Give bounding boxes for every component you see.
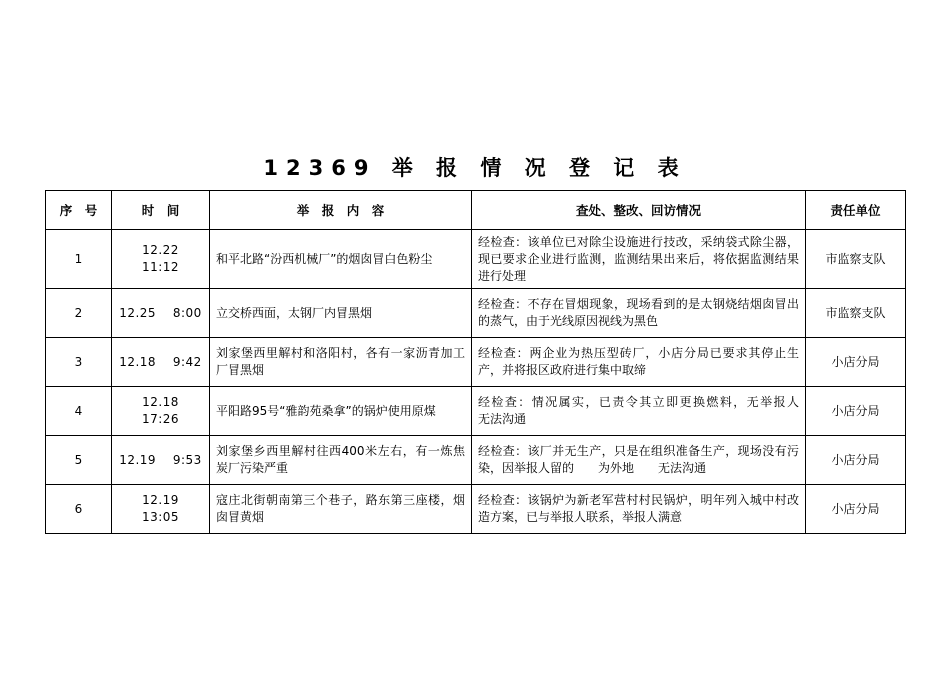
row-unit: 小店分局: [806, 485, 906, 534]
table-row: [46, 387, 906, 436]
row-content: 寇庄北街朝南第三个巷子，路东第三座楼，烟囱冒黄烟: [210, 485, 472, 534]
row-handling: 经检查：情况属实，已责令其立即更换燃料，无举报人 无法沟通: [472, 387, 806, 436]
row-content: 刘家堡乡西里解村往西400米左右，有一炼焦炭厂污染严重: [210, 436, 472, 485]
header-handling: 查处、整改、回访情况: [472, 191, 806, 230]
row-content: 立交桥西面，太钢厂内冒黑烟: [210, 289, 472, 338]
row-unit: 小店分局: [806, 338, 906, 387]
row-time: 12.19 9:53: [112, 436, 210, 485]
row-time: 12.19 13:05: [112, 485, 210, 534]
header-content: 举 报 内 容: [210, 191, 472, 230]
row-content: 和平北路“汾西机械厂”的烟囱冒白色粉尘: [210, 230, 472, 289]
header-responsible-unit: 责任单位: [806, 191, 906, 230]
row-time: 12.22 11:12: [112, 230, 210, 289]
complaint-register-table: [45, 190, 906, 534]
row-number: 5: [46, 436, 112, 485]
table-header-row: [46, 191, 906, 230]
row-number: 2: [46, 289, 112, 338]
row-unit: 市监察支队: [806, 230, 906, 289]
row-unit: 小店分局: [806, 436, 906, 485]
row-unit: 市监察支队: [806, 289, 906, 338]
row-handling: 经检查：该厂并无生产，只是在组织准备生产，现场没有污染，因举报人留的 为外地 无法沟通: [472, 436, 806, 485]
row-unit: 小店分局: [806, 387, 906, 436]
row-number: 6: [46, 485, 112, 534]
row-number: 1: [46, 230, 112, 289]
row-time: 12.25 8:00: [112, 289, 210, 338]
table-row: [46, 436, 906, 485]
row-handling: 经检查：该锅炉为新老军营村村民锅炉，明年列入城中村改造方案，已与举报人联系，举报人满意: [472, 485, 806, 534]
table-row: [46, 485, 906, 534]
row-handling: 经检查：不存在冒烟现象，现场看到的是太钢烧结烟囱冒出的蒸气，由于光线原因视线为黑色: [472, 289, 806, 338]
row-time: 12.18 9:42: [112, 338, 210, 387]
row-content: 平阳路95号“雅韵苑桑拿”的锅炉使用原煤: [210, 387, 472, 436]
table-row: [46, 338, 906, 387]
row-number: 3: [46, 338, 112, 387]
row-handling: 经检查：两企业为热压型砖厂，小店分局已要求其停止生产，并将报区政府进行集中取缔: [472, 338, 806, 387]
page-title: 12369 举 报 情 况 登 记 表: [263, 156, 687, 180]
row-number: 4: [46, 387, 112, 436]
row-content: 刘家堡西里解村和洛阳村，各有一家沥青加工厂冒黑烟: [210, 338, 472, 387]
row-handling: 经检查：该单位已对除尘设施进行技改，采纳袋式除尘器，现已要求企业进行监测，监测结果出来后，将依据监测结果进行处理: [472, 230, 806, 289]
row-time: 12.18 17:26: [112, 387, 210, 436]
table-row: [46, 289, 906, 338]
table-row: [46, 230, 906, 289]
header-time: 时 间: [112, 191, 210, 230]
header-number: 序 号: [46, 191, 112, 230]
